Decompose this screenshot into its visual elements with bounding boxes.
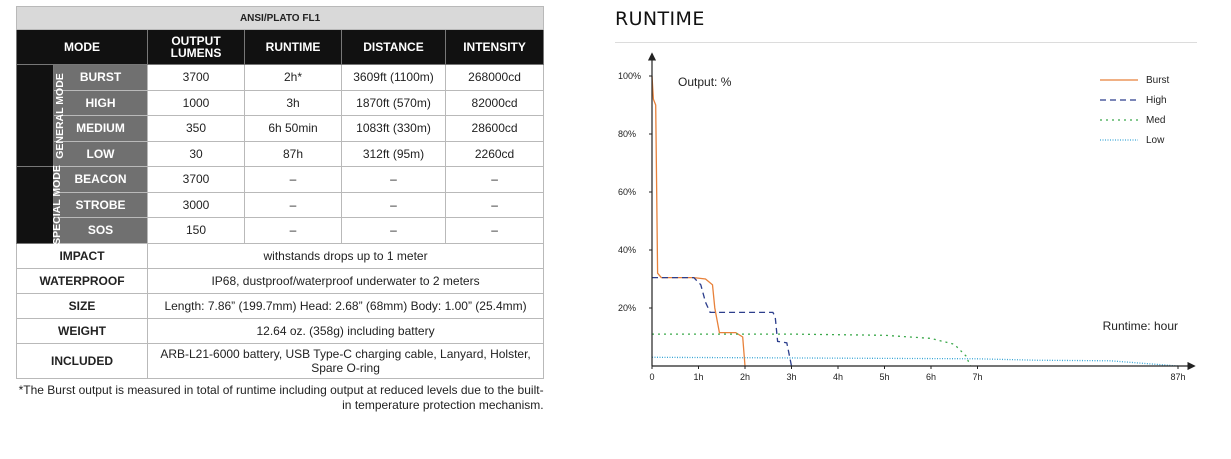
- table-row: [17, 116, 544, 142]
- runtime-value: 3h: [245, 90, 342, 116]
- spec-row-waterproof: [17, 268, 544, 293]
- lumens-value: 1000: [148, 90, 245, 116]
- x-tick-label: 1h: [693, 372, 704, 382]
- distance-value: 1083ft (330m): [342, 116, 446, 142]
- series-line-low: [652, 357, 1178, 366]
- header-distance: DISTANCE: [342, 30, 446, 65]
- lumens-value: 3700: [148, 65, 245, 91]
- mode-label: HIGH: [54, 90, 148, 116]
- series-line-high: [652, 278, 792, 366]
- runtime-value: –: [245, 192, 342, 218]
- runtime-value: 2h*: [245, 65, 342, 91]
- lumens-value: 3000: [148, 192, 245, 218]
- mode-label: BEACON: [54, 167, 148, 193]
- x-tick-label: 0: [649, 372, 655, 382]
- series-line-med: [652, 334, 971, 366]
- lumens-value: 30: [148, 141, 245, 167]
- table-row: [17, 167, 544, 193]
- spec-row-weight: [17, 318, 544, 343]
- distance-value: –: [342, 218, 446, 244]
- x-tick-label: 2h: [739, 372, 751, 382]
- table-title: ANSI/PLATO FL1: [17, 7, 544, 30]
- x-tick-label: 6h: [925, 372, 937, 382]
- legend-label-med: Med: [1146, 115, 1166, 126]
- y-axis-label: Output: %: [678, 75, 732, 89]
- table-row: [17, 218, 544, 244]
- runtime-value: 6h 50min: [245, 116, 342, 142]
- intensity-value: –: [446, 192, 544, 218]
- y-tick-label: 80%: [618, 129, 637, 139]
- spec-label: SIZE: [17, 293, 148, 318]
- chart-title: RUNTIME: [615, 8, 705, 30]
- table-row: [17, 192, 544, 218]
- group-label-special: SPECIAL MODE: [17, 167, 54, 244]
- spec-label: WATERPROOF: [17, 268, 148, 293]
- spec-value: IP68, dustproof/waterproof underwater to 2 meters: [148, 268, 544, 293]
- x-tick-label: 3h: [786, 372, 797, 382]
- header-intensity: INTENSITY: [446, 30, 544, 65]
- spec-row-included: [17, 343, 544, 378]
- x-tick-label: 87h: [1170, 372, 1186, 382]
- intensity-value: 2260cd: [446, 141, 544, 167]
- spec-value: Length: 7.86” (199.7mm) Head: 2.68” (68mm) Body: 1.00” (25.4mm): [148, 293, 544, 318]
- footnote-row: [17, 378, 544, 413]
- y-tick-label: 40%: [618, 245, 637, 255]
- legend-label-burst: Burst: [1146, 75, 1170, 86]
- x-axis-label: Runtime: hour: [1102, 319, 1178, 333]
- table-row: [17, 65, 544, 91]
- runtime-value: –: [245, 218, 342, 244]
- spec-row-impact: [17, 243, 544, 268]
- mode-label: LOW: [54, 141, 148, 167]
- spec-label: INCLUDED: [17, 343, 148, 378]
- lumens-value: 350: [148, 116, 245, 142]
- y-tick-label: 100%: [618, 71, 642, 81]
- spec-row-size: [17, 293, 544, 318]
- distance-value: –: [342, 167, 446, 193]
- intensity-value: 268000cd: [446, 65, 544, 91]
- legend-label-low: Low: [1146, 135, 1165, 146]
- runtime-value: –: [245, 167, 342, 193]
- legend-label-high: High: [1146, 95, 1167, 106]
- spec-value: withstands drops up to 1 meter: [148, 243, 544, 268]
- y-tick-label: 60%: [618, 187, 637, 197]
- mode-label: BURST: [54, 65, 148, 91]
- y-tick-label: 20%: [618, 303, 637, 313]
- header-mode: MODE: [17, 30, 148, 65]
- x-tick-label: 4h: [832, 372, 844, 382]
- table-title-row: [17, 7, 544, 30]
- spec-label: IMPACT: [17, 243, 148, 268]
- intensity-value: 82000cd: [446, 90, 544, 116]
- mode-label: SOS: [54, 218, 148, 244]
- runtime-value: 87h: [245, 141, 342, 167]
- distance-value: –: [342, 192, 446, 218]
- table-header-row: [17, 30, 544, 65]
- group-label-general: GENERAL MODE: [17, 65, 54, 167]
- runtime-chart: [600, 44, 1200, 384]
- distance-value: 312ft (95m): [342, 141, 446, 167]
- header-runtime: RUNTIME: [245, 30, 342, 65]
- x-tick-label: 7h: [972, 372, 983, 382]
- intensity-value: –: [446, 218, 544, 244]
- series-line-burst: [652, 76, 745, 366]
- spec-value: 12.64 oz. (358g) including battery: [148, 318, 544, 343]
- lumens-value: 3700: [148, 167, 245, 193]
- intensity-value: –: [446, 167, 544, 193]
- mode-label: MEDIUM: [54, 116, 148, 142]
- footnote: *The Burst output is measured in total of runtime including output at reduced levels due to the built-in temperature protection mechanism.: [18, 382, 544, 412]
- distance-value: 1870ft (570m): [342, 90, 446, 116]
- table-row: [17, 90, 544, 116]
- table-row: [17, 141, 544, 167]
- x-tick-label: 5h: [879, 372, 890, 382]
- header-output-lumens: OUTPUT LUMENS: [148, 30, 245, 65]
- spec-table: [16, 6, 544, 413]
- intensity-value: 28600cd: [446, 116, 544, 142]
- spec-label: WEIGHT: [17, 318, 148, 343]
- distance-value: 3609ft (1100m): [342, 65, 446, 91]
- spec-value: ARB-L21-6000 battery, USB Type-C charging cable, Lanyard, Holster, Spare O-ring: [148, 343, 544, 378]
- mode-label: STROBE: [54, 192, 148, 218]
- lumens-value: 150: [148, 218, 245, 244]
- title-divider: [615, 42, 1197, 43]
